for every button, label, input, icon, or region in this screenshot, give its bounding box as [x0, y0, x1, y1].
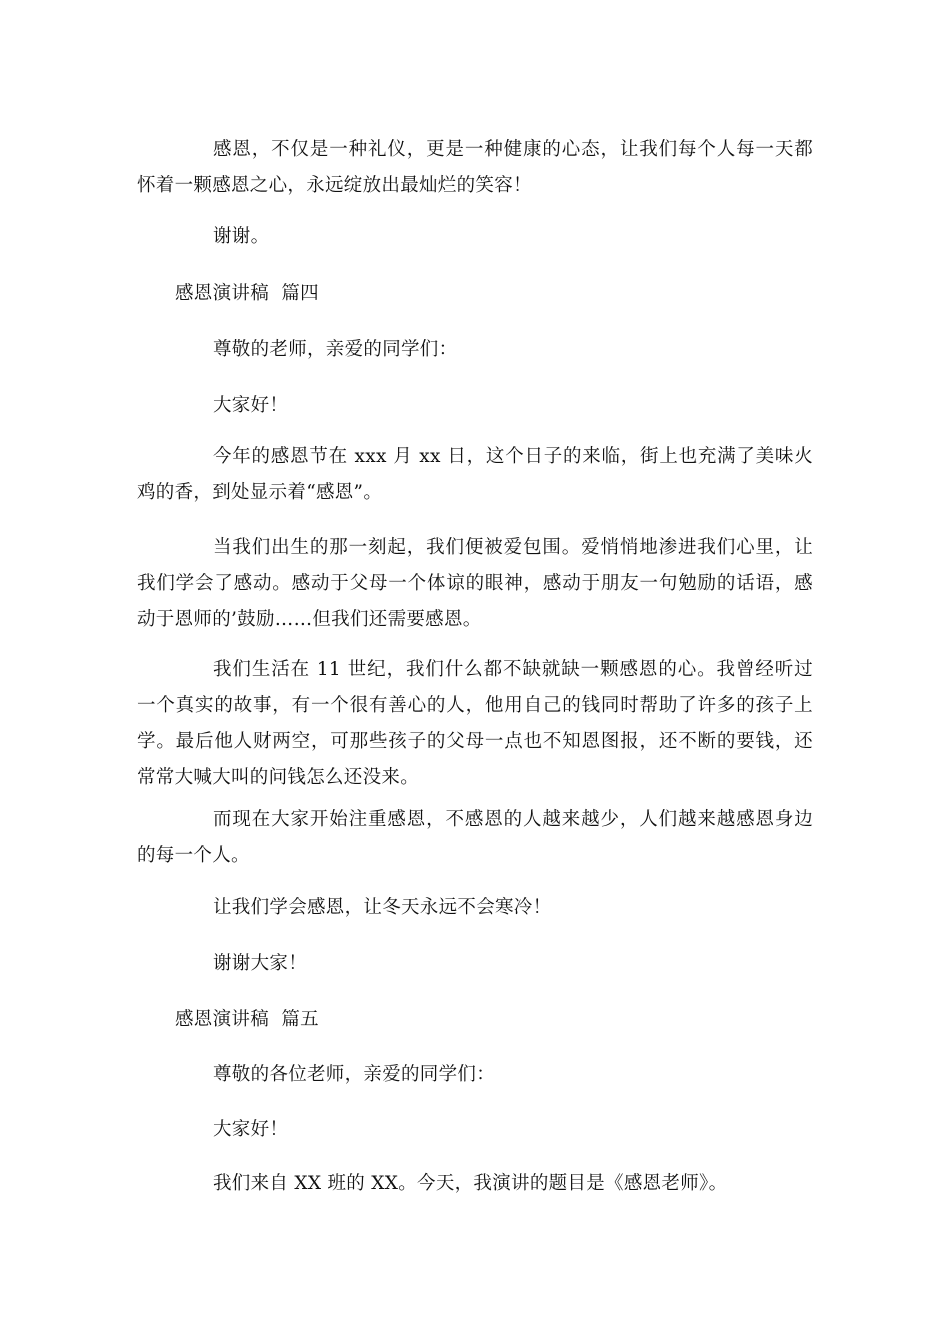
paragraph-thanks-everyone: 谢谢大家！	[213, 953, 308, 974]
paragraph-hello-all-2: 大家好！	[213, 1119, 289, 1140]
paragraph-thanks: 谢谢。	[213, 226, 270, 247]
paragraph-hello-all: 大家好！	[213, 395, 289, 416]
paragraph-true-story: 我们生活在 11 世纪，我们什么都不缺就缺一颗感恩的心。我曾经听过一个真实的故事，有一个很有善心的人，他用自己的钱同时帮助了许多的孩子上学。最后他人财两空，可那些孩子的父母一点也不知恩图报，还不断的要钱，还常常大喊大叫的问钱怎么还没来。	[137, 659, 813, 788]
paragraph-gratitude-attitude: 感恩，不仅是一种礼仪，更是一种健康的心态，让我们每个人每一天都怀着一颗感恩之心，永远绽放出最灿烂的笑容！	[137, 139, 813, 196]
paragraph-thanksgiving-day: 今年的感恩节在 xxx 月 xx 日，这个日子的来临，街上也充满了美味火鸡的香，到处显示着“感恩”。	[137, 446, 813, 503]
section-heading-part-four: 感恩演讲稿 篇四	[175, 283, 319, 304]
paragraph-speech-title: 我们来自 XX 班的 XX。今天，我演讲的题目是《感恩老师》。	[213, 1173, 728, 1194]
paragraph-greeting-teachers: 尊敬的老师，亲爱的同学们：	[213, 339, 458, 360]
paragraph-greeting-all-teachers: 尊敬的各位老师，亲爱的同学们：	[213, 1064, 496, 1085]
paragraph-surrounded-by-love: 当我们出生的那一刻起，我们便被爱包围。爱悄悄地渗进我们心里，让我们学会了感动。感动于父母一个体谅的眼神，感动于朋友一句勉励的话语，感动于恩师的’鼓励……但我们还需要感恩。	[137, 537, 813, 630]
paragraph-learn-gratitude: 让我们学会感恩，让冬天永远不会寒冷！	[213, 897, 552, 918]
section-heading-part-five: 感恩演讲稿 篇五	[175, 1009, 319, 1030]
paragraph-now-everyone: 而现在大家开始注重感恩，不感恩的人越来越少，人们越来越感恩身边的每一个人。	[137, 809, 813, 866]
